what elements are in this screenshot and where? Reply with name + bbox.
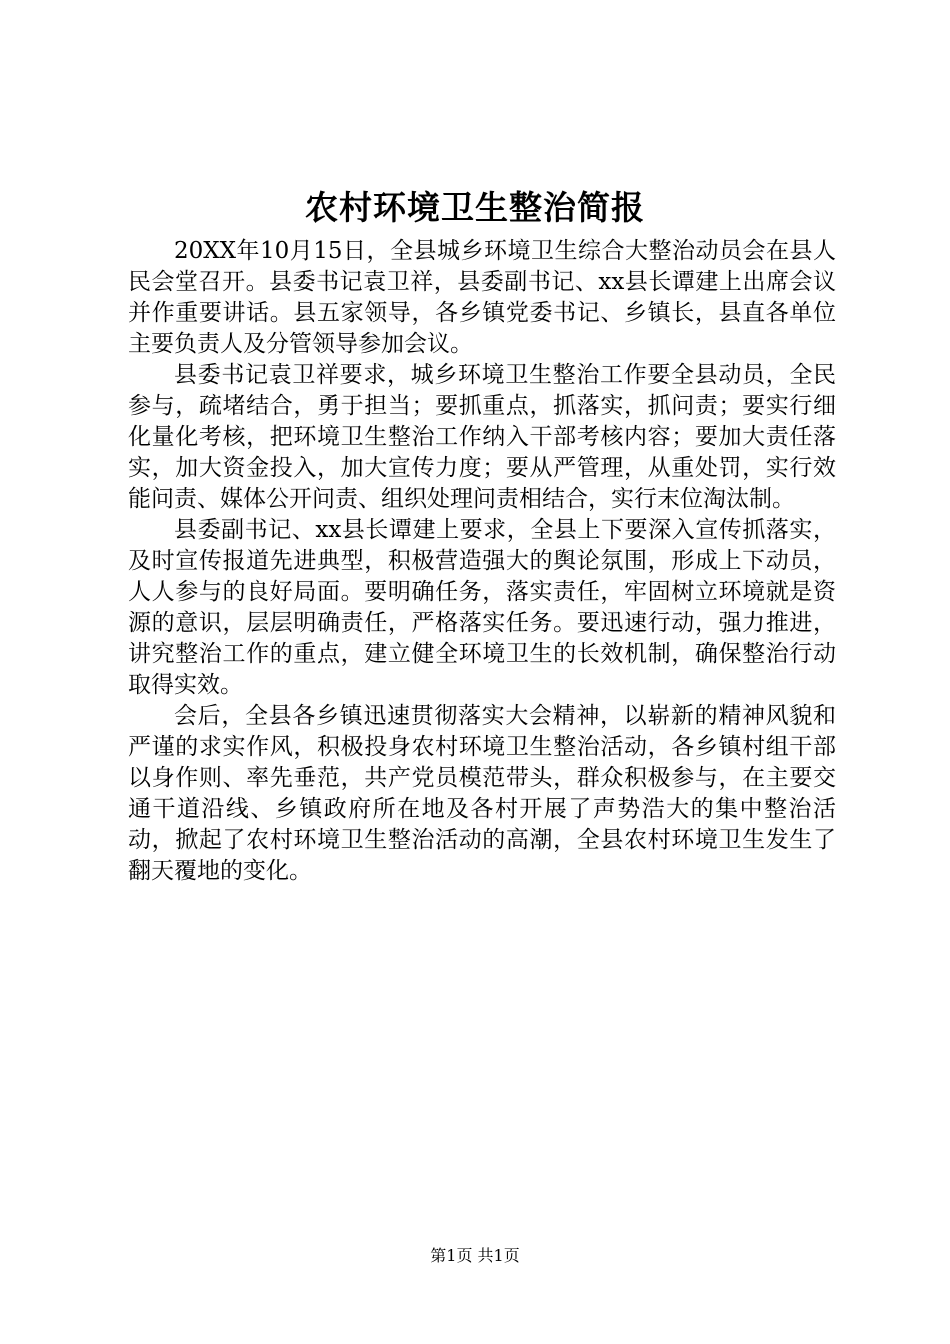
- paragraph-3: 县委副书记、xx县长谭建上要求，全县上下要深入宣传抓落实，及时宣传报道先进典型，积极营造强大的舆论氛围，形成上下动员，人人参与的良好局面。要明确任务，落实责任，牢固树立环境就是资源的意识，层层明确责任，严格落实任务。要迅速行动，强力推进，讲究整治工作的重点，建立健全环境卫生的长效机制，确保整治行动取得实效。: [128, 517, 836, 698]
- document-body: [128, 236, 836, 887]
- paragraph-4: 会后，全县各乡镇迅速贯彻落实大会精神，以崭新的精神风貌和严谨的求实作风，积极投身农村环境卫生整治活动，各乡镇村组干部以身作则、率先垂范，共产党员模范带头，群众积极参与，在主要交通干道沿线、乡镇政府所在地及各村开展了声势浩大的集中整治活动，掀起了农村环境卫生整治活动的高潮，全县农村环境卫生发生了翻天覆地的变化。: [128, 703, 836, 884]
- paragraph-2: 县委书记袁卫祥要求，城乡环境卫生整治工作要全县动员，全民参与，疏堵结合，勇于担当；要抓重点，抓落实，抓问责；要实行细化量化考核，把环境卫生整治工作纳入干部考核内容；要加大责任落实，加大资金投入，加大宣传力度；要从严管理，从重处罚，实行效能问责、媒体公开问责、组织处理问责相结合，实行末位淘汰制。: [128, 362, 836, 512]
- document-title: 农村环境卫生整治简报: [305, 188, 645, 227]
- paragraph-1: 20XX年10月15日，全县城乡环境卫生综合大整治动员会在县人民会堂召开。县委书记袁卫祥，县委副书记、xx县长谭建上出席会议并作重要讲话。县五家领导，各乡镇党委书记、乡镇长，县直各单位主要负责人及分管领导参加会议。: [128, 238, 836, 357]
- page-number-footer: 第1页 共1页: [430, 1246, 520, 1265]
